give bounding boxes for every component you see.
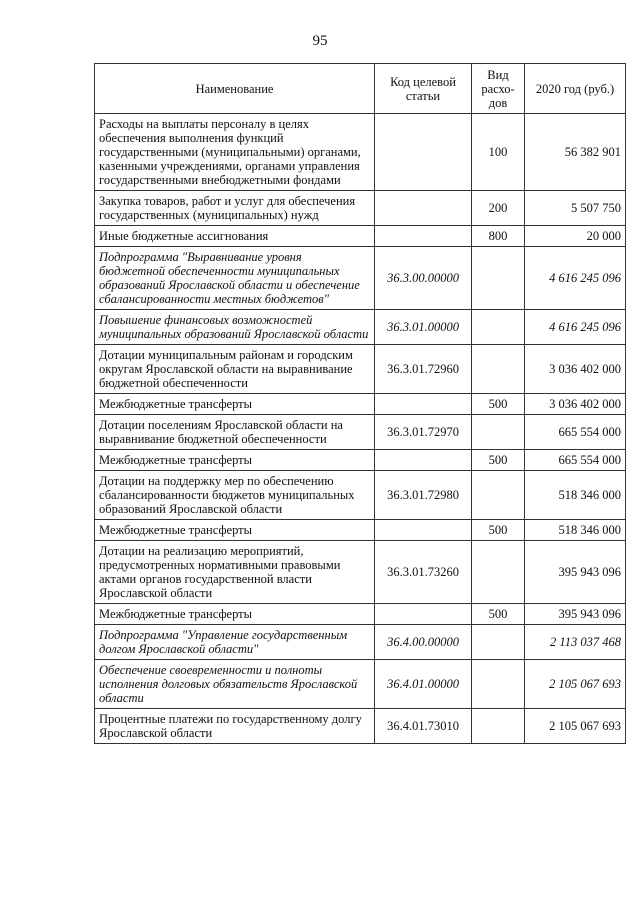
row-name: Дотации муниципальным районам и городским округам Ярославской области на выравнивание бюджетной обеспеченности [95,345,375,394]
row-amount: 518 346 000 [525,471,626,520]
row-code [375,226,472,247]
row-type [472,541,525,604]
row-name: Дотации на поддержку мер по обеспечению сбалансированности бюджетов муниципальных образований Ярославской области [95,471,375,520]
row-amount: 518 346 000 [525,520,626,541]
table-row [95,191,626,226]
table-row [95,114,626,191]
row-amount: 3 036 402 000 [525,345,626,394]
row-amount: 3 036 402 000 [525,394,626,415]
table-row [95,226,626,247]
row-code [375,450,472,471]
row-name: Подпрограмма "Управление государственным долгом Ярославской области" [95,625,375,660]
row-code: 36.4.00.00000 [375,625,472,660]
table-row [95,541,626,604]
row-name: Дотации на реализацию мероприятий, предусмотренных нормативными правовыми актами органов государственной власти Ярославской области [95,541,375,604]
header-name: Наименование [95,64,375,114]
row-code: 36.3.01.72960 [375,345,472,394]
row-amount: 665 554 000 [525,450,626,471]
row-code: 36.4.01.00000 [375,660,472,709]
row-code [375,191,472,226]
row-type [472,247,525,310]
table-row [95,247,626,310]
table-row [95,450,626,471]
row-type: 500 [472,604,525,625]
row-code: 36.3.01.00000 [375,310,472,345]
row-amount: 4 616 245 096 [525,247,626,310]
table-row [95,709,626,744]
row-type: 100 [472,114,525,191]
row-type [472,345,525,394]
row-code: 36.4.01.73010 [375,709,472,744]
table-body [95,114,626,744]
row-amount: 395 943 096 [525,541,626,604]
header-code: Код целевой статьи [375,64,472,114]
table-header-row [95,64,626,114]
row-code [375,114,472,191]
table-row [95,471,626,520]
row-amount: 665 554 000 [525,415,626,450]
row-type [472,415,525,450]
row-amount: 4 616 245 096 [525,310,626,345]
row-type: 800 [472,226,525,247]
row-name: Иные бюджетные ассигнования [95,226,375,247]
row-name: Закупка товаров, работ и услуг для обеспечения государственных (муниципальных) нужд [95,191,375,226]
row-name: Подпрограмма "Выравнивание уровня бюджетной обеспеченности муниципальных образований Ярославской области и обеспечение сбалансированности местных бюджетов" [95,247,375,310]
row-name: Межбюджетные трансферты [95,520,375,541]
table-row [95,604,626,625]
row-type [472,709,525,744]
row-name: Межбюджетные трансферты [95,604,375,625]
row-name: Обеспечение своевременности и полноты исполнения долговых обязательств Ярославской области [95,660,375,709]
row-type [472,471,525,520]
table-row [95,345,626,394]
row-amount: 2 113 037 468 [525,625,626,660]
row-amount: 395 943 096 [525,604,626,625]
table-row [95,625,626,660]
table-row [95,415,626,450]
row-amount: 56 382 901 [525,114,626,191]
row-type: 500 [472,450,525,471]
table-row [95,660,626,709]
row-name: Процентные платежи по государственному долгу Ярославской области [95,709,375,744]
row-code [375,394,472,415]
row-type [472,660,525,709]
row-code: 36.3.01.73260 [375,541,472,604]
row-code: 36.3.00.00000 [375,247,472,310]
row-amount: 2 105 067 693 [525,660,626,709]
row-name: Повышение финансовых возможностей муниципальных образований Ярославской области [95,310,375,345]
row-type [472,310,525,345]
row-name: Расходы на выплаты персоналу в целях обеспечения выполнения функций государственными (муниципальными) органами, казенными учреждениями, органами управления государственными внебюджетными фондами [95,114,375,191]
row-name: Межбюджетные трансферты [95,394,375,415]
row-type: 200 [472,191,525,226]
row-code: 36.3.01.72970 [375,415,472,450]
table-row [95,394,626,415]
row-amount: 5 507 750 [525,191,626,226]
row-type: 500 [472,394,525,415]
budget-table [94,63,626,744]
row-code [375,520,472,541]
row-amount: 2 105 067 693 [525,709,626,744]
row-name: Межбюджетные трансферты [95,450,375,471]
header-type: Вид расхо-дов [472,64,525,114]
table-row [95,520,626,541]
row-amount: 20 000 [525,226,626,247]
row-type: 500 [472,520,525,541]
page-number: 95 [312,33,328,49]
row-name: Дотации поселениям Ярославской области на выравнивание бюджетной обеспеченности [95,415,375,450]
row-code: 36.3.01.72980 [375,471,472,520]
row-type [472,625,525,660]
table-row [95,310,626,345]
header-amount: 2020 год (руб.) [525,64,626,114]
row-code [375,604,472,625]
